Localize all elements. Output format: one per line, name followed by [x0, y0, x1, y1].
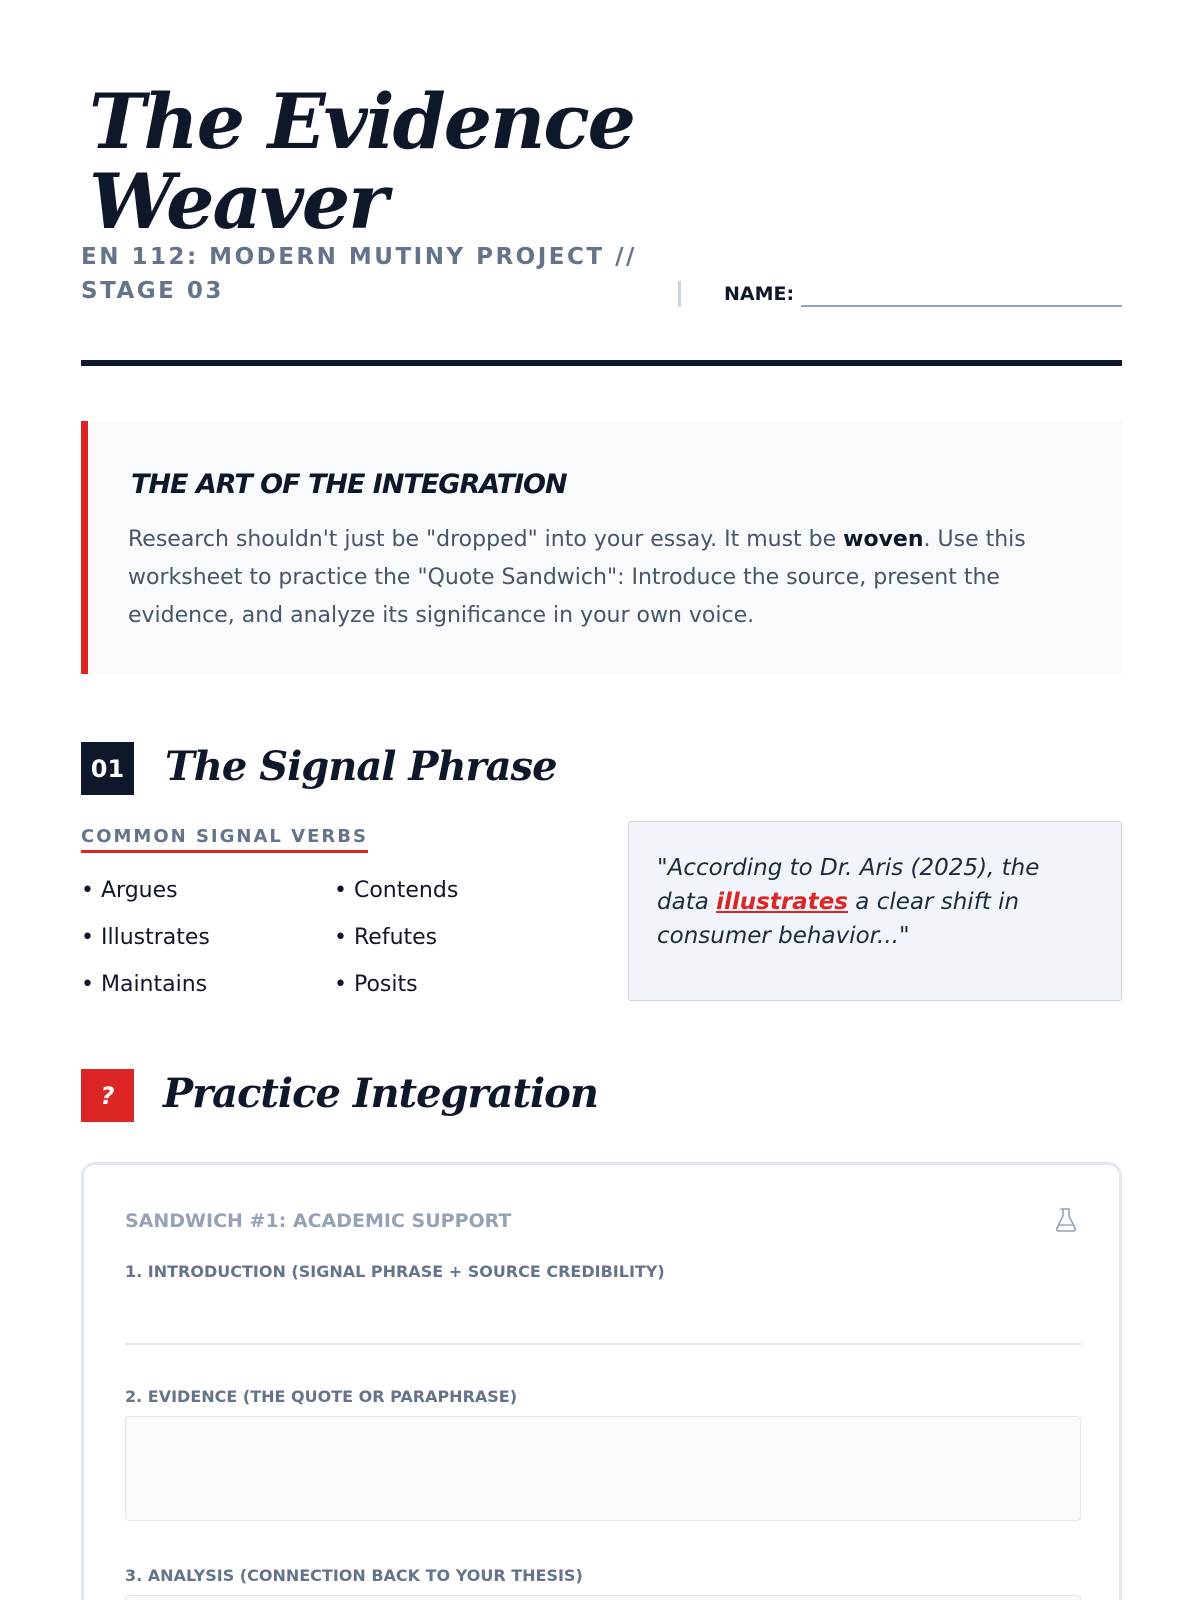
evidence-label: 2. EVIDENCE (THE QUOTE OR PARAPHRASE) [125, 1387, 518, 1406]
header-divider [678, 281, 681, 307]
signal-verbs-heading: COMMON SIGNAL VERBS [81, 826, 368, 853]
section-title-practice: Practice Integration [163, 1070, 598, 1117]
question-badge: ? [81, 1069, 134, 1122]
analysis-label: 3. ANALYSIS (CONNECTION BACK TO YOUR THESIS) [125, 1566, 583, 1585]
example-text-1: "According to Dr. Aris (2025), the data [657, 855, 1040, 915]
callout-body-text-1: Research shouldn't just be "dropped" into your essay. It must be [128, 527, 844, 552]
course-subtitle: EN 112: MODERN MUTINY PROJECT // STAGE 03 [81, 244, 637, 304]
name-label: NAME: [724, 283, 795, 305]
worksheet-page [81, 0, 1122, 1600]
list-item: • Maintains [81, 970, 334, 1000]
list-item: • Argues [81, 876, 334, 906]
card-title: SANDWICH #1: ACADEMIC SUPPORT [125, 1210, 512, 1232]
callout-body-text-2: . Use this worksheet to practice the "Quote Sandwich": Introduce the source, present the evidence, and analyze its significance in your own voice. [128, 527, 1026, 628]
example-text-2: a clear shift in consumer behavior..." [657, 889, 1020, 949]
signal-verbs-list [81, 876, 601, 1000]
evidence-field[interactable] [125, 1416, 1081, 1521]
introduction-field[interactable] [125, 1301, 1081, 1345]
introduction-label: 1. INTRODUCTION (SIGNAL PHRASE + SOURCE CREDIBILITY) [125, 1262, 665, 1281]
page-title [89, 77, 729, 246]
flask-icon [1053, 1206, 1079, 1234]
callout-body-bold: woven [843, 527, 924, 552]
title-line-2: Weaver [89, 157, 387, 246]
section-number-badge: 01 [81, 742, 134, 795]
list-item: • Illustrates [81, 923, 334, 953]
signal-phrase-example [628, 821, 1122, 1001]
section-title-signal-phrase: The Signal Phrase [165, 743, 557, 790]
sandwich-card [81, 1162, 1122, 1600]
analysis-field[interactable] [125, 1595, 1081, 1600]
title-line-1: The Evidence [89, 77, 634, 166]
list-item: • Contends [334, 876, 587, 906]
list-item: • Posits [334, 970, 587, 1000]
callout-title: THE ART OF THE INTEGRATION [131, 469, 567, 500]
list-item: • Refutes [334, 923, 587, 953]
name-field[interactable] [801, 305, 1122, 307]
callout-body [128, 521, 1028, 635]
intro-callout [81, 421, 1122, 674]
header-rule [81, 360, 1122, 366]
example-highlight: illustrates [716, 889, 848, 915]
